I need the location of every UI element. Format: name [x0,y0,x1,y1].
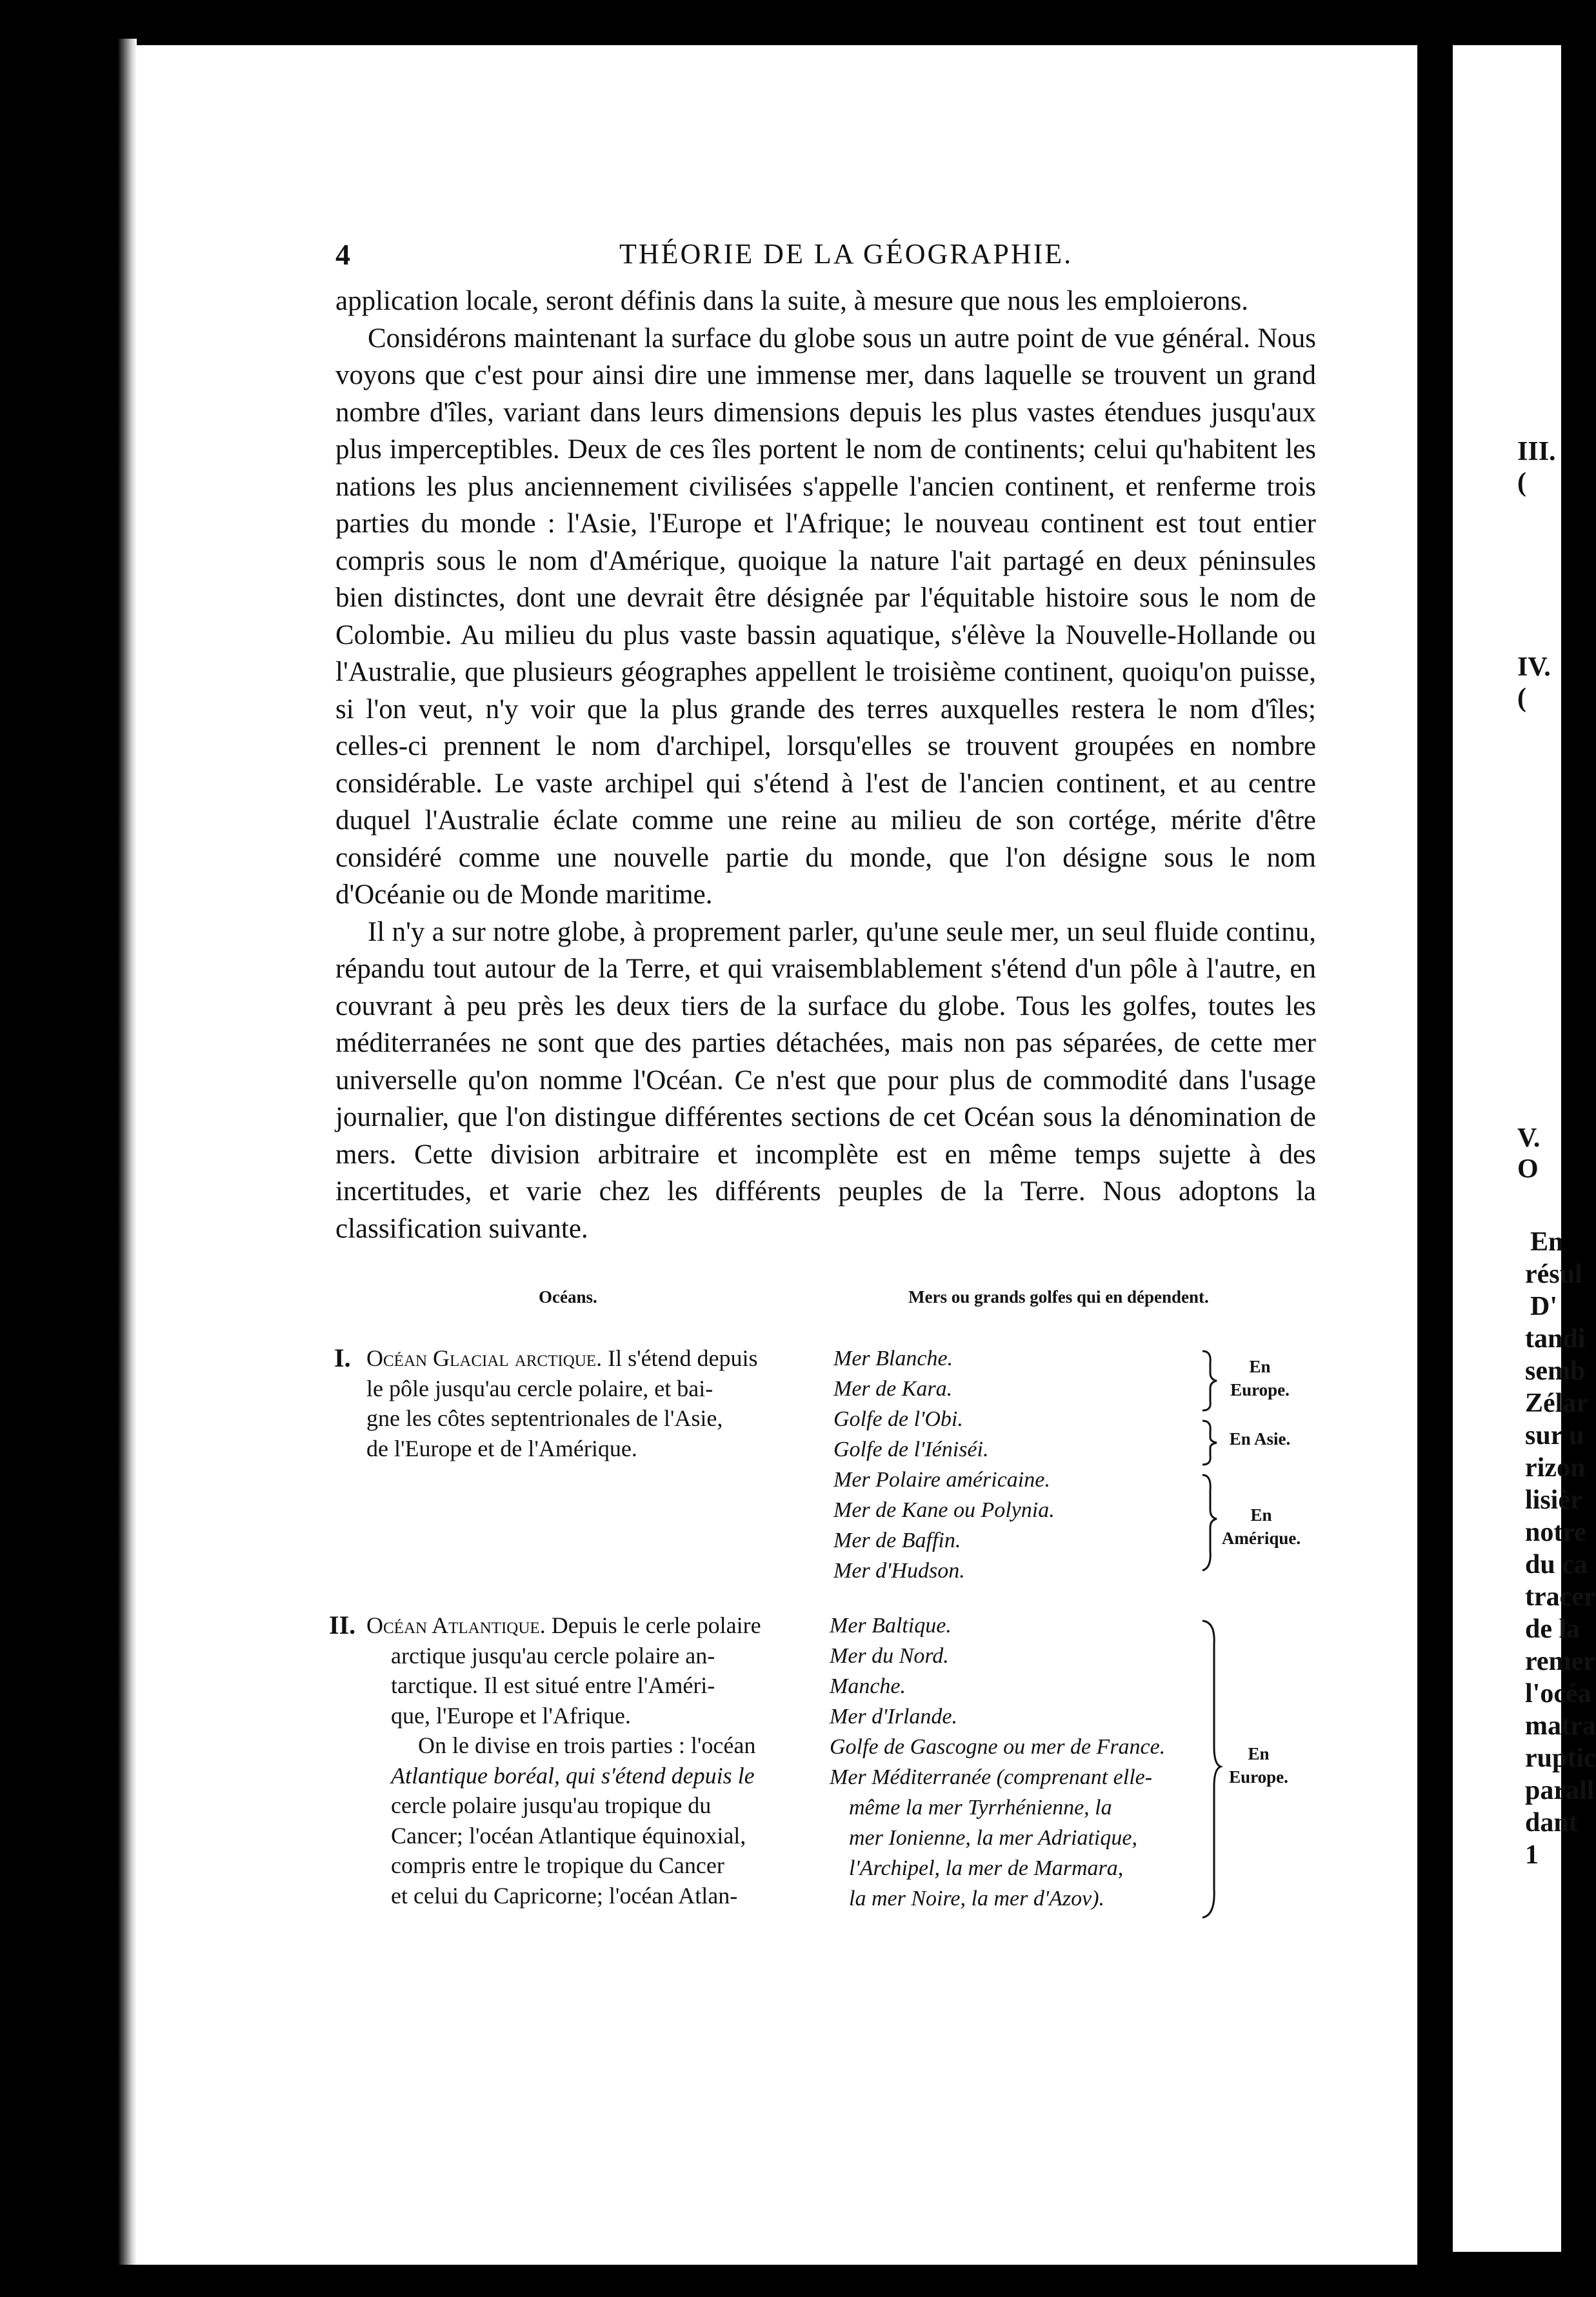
brace-icon [1200,1618,1222,1921]
ocean-number: I. [334,1343,351,1372]
sea-item: Mer Méditerranée (comprenant elle- [830,1765,1153,1789]
book-gutter [119,39,137,2265]
running-title: THÉORIE DE LA GÉOGRAPHIE. [619,238,1073,270]
paragraph: Considérons maintenant la surface du globe sous un autre point de vue général. Nous voyons que c'est pour ainsi dire une immense mer, dans laquelle se trouvent un grand nombre d'îles, variant dans leurs dimensions depuis les plus vastes étendues jusqu'aux plus imperceptibles. Deux de ces îles portent le nom de continents; celui qu'habitent les nations les plus anciennement civilisées s'appelle l'ancien continent, et renferme trois parties du monde : l'Asie, l'Europe et l'Afrique; le nouveau continent est tout entier compris sous le nom d'Amérique, quoique la nature l'ait partagé en deux péninsules bien distinctes, dont une devrait être désignée par l'équitable histoire sous le nom de Colombie. Au milieu du plus vaste bassin aquatique, s'élève la Nouvelle-Hollande ou l'Australie, que plusieurs géographes appellent le troisième continent, quoiqu'on puisse, si l'on veut, n'y voir que la plus grande des terres auxquelles restera le nom d'îles; celles-ci prennent le nom d'archipel, lorsqu'elles se trouvent groupées en nombre considérable. Le vaste archipel qui s'étend à l'est de l'ancien continent, et au centre duquel l'Australie éclate comme une reine au milieu de son cortége, mérite d'être considéré comme une nouvelle partie du monde, que l'on désigne sous le nom d'Océanie ou de Monde maritime. [335,323,1316,910]
seas-list [833,1343,1055,1586]
sea-item: Manche. [830,1674,906,1698]
sea-item: Mer Baltique. [830,1614,952,1638]
sea-item: Golfe de l'Obi. [833,1407,963,1431]
sea-item: Mer de Kara. [833,1377,953,1401]
region-label: En Europe. [1230,1357,1290,1399]
sea-item: Golfe de Gascogne ou mer de France. [830,1735,1166,1759]
paragraph: application locale, seront définis dans la suite, à mesure que nous les emploierons. [335,286,1249,316]
sea-item: Mer Polaire américaine. [833,1468,1050,1492]
column-header-oceans: Océans. [539,1287,597,1307]
ocean-number: II. [329,1610,356,1640]
ocean-name: Océan Atlantique. [366,1612,546,1638]
sea-item: Mer d'Hudson. [833,1559,965,1583]
right-page-heading: III. ( [1517,437,1556,497]
region-label: En Europe. [1229,1744,1288,1787]
sea-item: l'Archipel, la mer de Marmara, [849,1856,1124,1880]
sea-item: Mer de Baffin. [833,1529,961,1552]
page-number: 4 [335,238,350,271]
sea-item: mer Ionienne, la mer Adriatique, [849,1826,1137,1850]
sea-item: Mer d'Irlande. [830,1705,958,1729]
ocean-name: Océan Glacial arctique. [366,1345,603,1371]
page-divider [1417,45,1453,2252]
sea-item: Mer du Nord. [830,1644,949,1668]
seas-list [830,1610,1165,1914]
right-page-text: En résul D' tandi semb Zélar sur u rizon lisièr notre du ca tracer de la remer l'océa matra ruptic parall dant 1 [1525,1227,1596,1870]
paragraph: Il n'y a sur notre globe, à proprement parler, qu'une seule mer, un seul fluide continu, répandu tout autour de la Terre, et qui vraisemblablement s'étend d'un pôle à l'autre, en couvrant à peu près les deux tiers de la surface du globe. Tous les golfes, toutes les méditerranées ne sont que des parties détachées, mais non pas séparées, de cette mer universelle qu'on nomme l'Océan. Ce n'est que pour plus de commodité dans l'usage journalier, que l'on distingue différentes sections de cet Océan sous la dénomination de mers. Cette division arbitraire et incomplète est en même temps sujette à des incertitudes, et varie chez les différents peuples de la Terre. Nous adoptons la classification suivante. [335,916,1316,1244]
sea-item: Golfe de l'Iéniséi. [833,1438,989,1461]
sea-item: la mer Noire, la mer d'Azov). [849,1887,1105,1911]
right-page-heading: V. O [1517,1123,1541,1184]
sea-item: Mer de Kane ou Polynia. [833,1498,1055,1522]
region-label: En Asie. [1229,1429,1291,1449]
sea-item: Mer Blanche. [833,1347,953,1370]
right-page-heading: IV. ( [1517,652,1551,713]
column-header-seas: Mers ou grands golfes qui en dépendent. [908,1287,1209,1307]
body-text [335,283,1316,1247]
region-label: En Amérique. [1221,1505,1301,1548]
sea-item: même la mer Tyrrhénienne, la [849,1796,1112,1820]
